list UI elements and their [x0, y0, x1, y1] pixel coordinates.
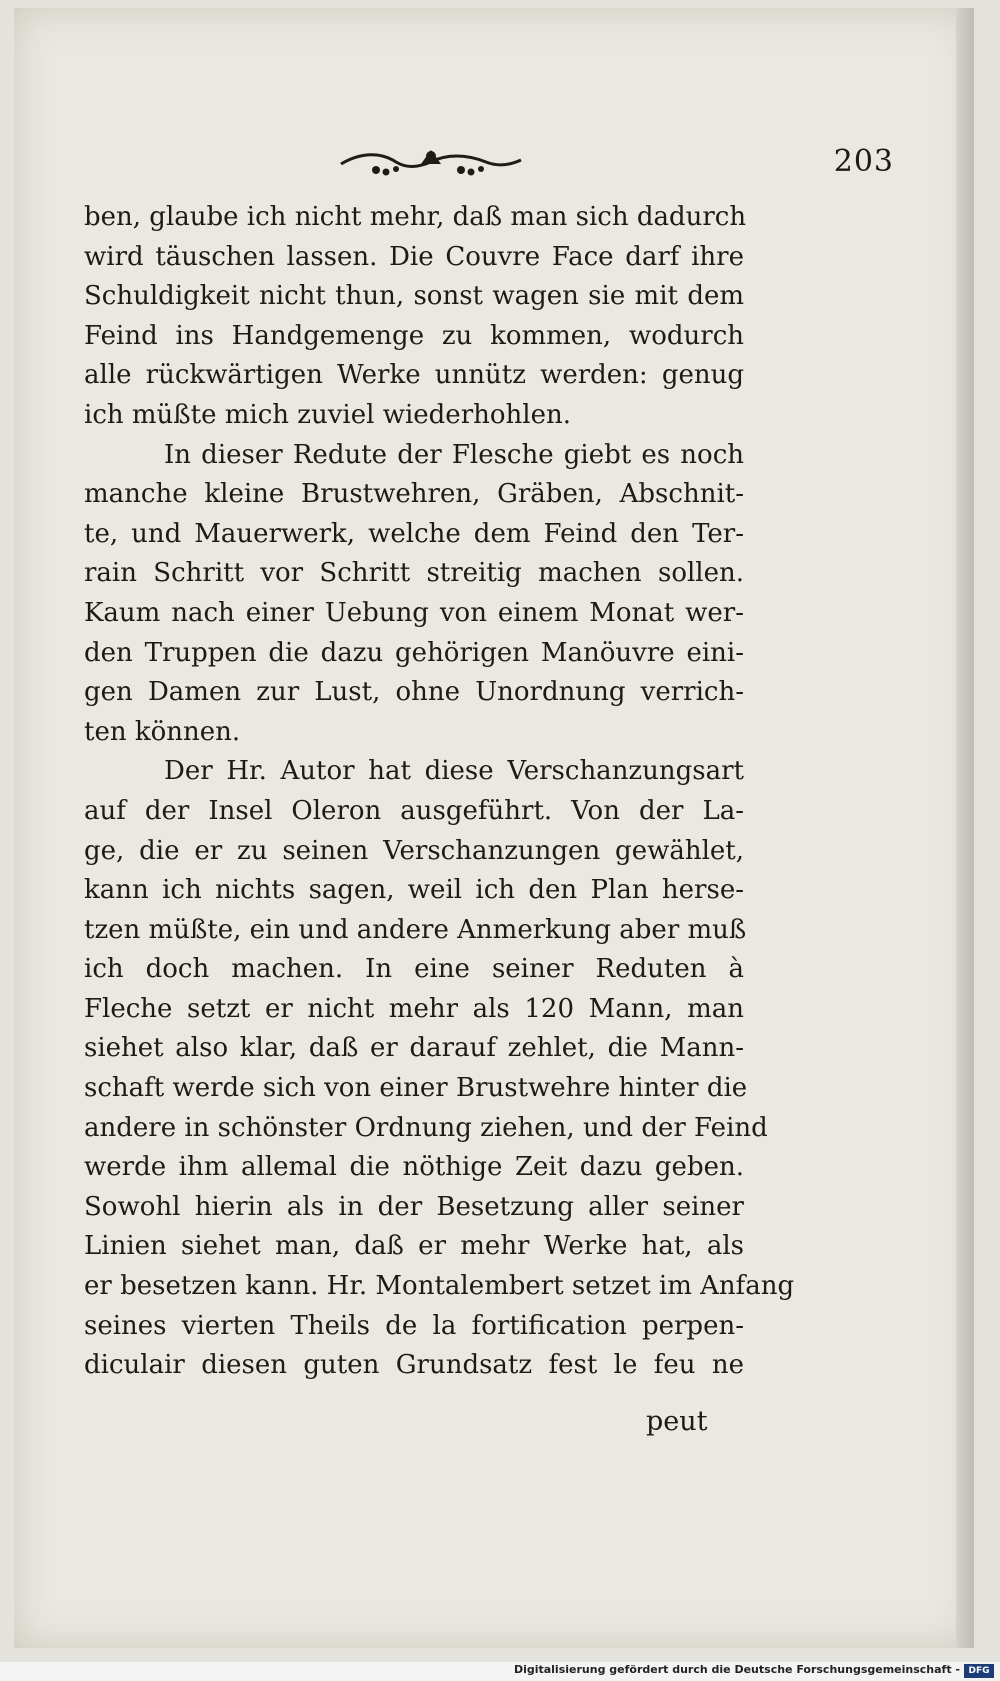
dfg-logo: DFG	[964, 1664, 994, 1678]
page-header	[74, 138, 934, 188]
text-line: werde ihm allemal die nöthige Zeit dazu geben.	[84, 1152, 744, 1183]
text-line: den Truppen die dazu gehörigen Manöuvre eini-	[84, 637, 744, 668]
page-number: 203	[833, 144, 894, 179]
text-line: kann ich nichts sagen, weil ich den Plan herse-	[84, 875, 744, 906]
text-line: andere in schönster Ordnung ziehen, und der Feind	[84, 1112, 768, 1143]
text-line: seines vierten Theils de la fortification perpen-	[84, 1310, 744, 1341]
text-line: Sowohl hierin als in der Besetzung aller seiner	[84, 1191, 744, 1222]
text-line: wird täuschen lassen. Die Couvre Face darf ihre	[84, 241, 744, 272]
floral-ornament-icon	[336, 144, 526, 180]
text-line: ten können.	[84, 716, 241, 747]
text-line: auf der Insel Oleron ausgeführt. Von der La-	[84, 795, 744, 826]
text-line: Feind ins Handgemenge zu kommen, wodurch	[84, 320, 744, 351]
text-line: tzen müßte, ein und andere Anmerkung aber muß	[84, 914, 747, 945]
text-line: Fleche setzt er nicht mehr als 120 Mann, man	[84, 993, 744, 1024]
text-line: ich müßte mich zuviel wiederhohlen.	[84, 399, 571, 430]
text-line: manche kleine Brustwehren, Gräben, Abschnit-	[84, 479, 744, 510]
text-line: rain Schritt vor Schritt streitig machen sollen.	[84, 558, 744, 589]
text-line: In dieser Redute der Flesche giebt es noch	[164, 439, 744, 470]
digitization-footer	[0, 1662, 1000, 1681]
text-line: diculair diesen guten Grundsatz fest le feu ne	[84, 1350, 744, 1381]
text-line: er besetzen kann. Hr. Montalembert setzet im Anfang	[84, 1271, 795, 1302]
text-line: te, und Mauerwerk, welche dem Feind den Ter-	[84, 518, 744, 549]
text-line: ge, die er zu seinen Verschanzungen gewählet,	[84, 835, 744, 866]
text-line: gen Damen zur Lust, ohne Unordnung verrich-	[84, 677, 744, 708]
text-line: Kaum nach einer Uebung von einem Monat wer-	[84, 597, 744, 628]
text-line: Der Hr. Autor hat diese Verschanzungsart	[164, 756, 744, 787]
page-edge	[956, 8, 974, 1648]
text-line: schaft werde sich von einer Brustwehre hinter die	[84, 1073, 748, 1104]
body-text	[84, 198, 795, 1386]
book-page	[14, 8, 974, 1648]
text-line: Linien siehet man, daß er mehr Werke hat, als	[84, 1231, 744, 1262]
text-line: alle rückwärtigen Werke unnütz werden: genug	[84, 360, 744, 391]
catchword: peut	[646, 1406, 708, 1437]
text-line: ich doch machen. In eine seiner Reduten à	[84, 954, 744, 985]
text-line: ben, glaube ich nicht mehr, daß man sich dadurch	[84, 202, 747, 232]
footer-credit: Digitalisierung gefördert durch die Deutsche Forschungsgemeinschaft -	[513, 1663, 960, 1676]
text-line: Schuldigkeit nicht thun, sonst wagen sie mit dem	[84, 281, 744, 312]
text-line: siehet also klar, daß er darauf zehlet, die Mann-	[84, 1033, 744, 1064]
